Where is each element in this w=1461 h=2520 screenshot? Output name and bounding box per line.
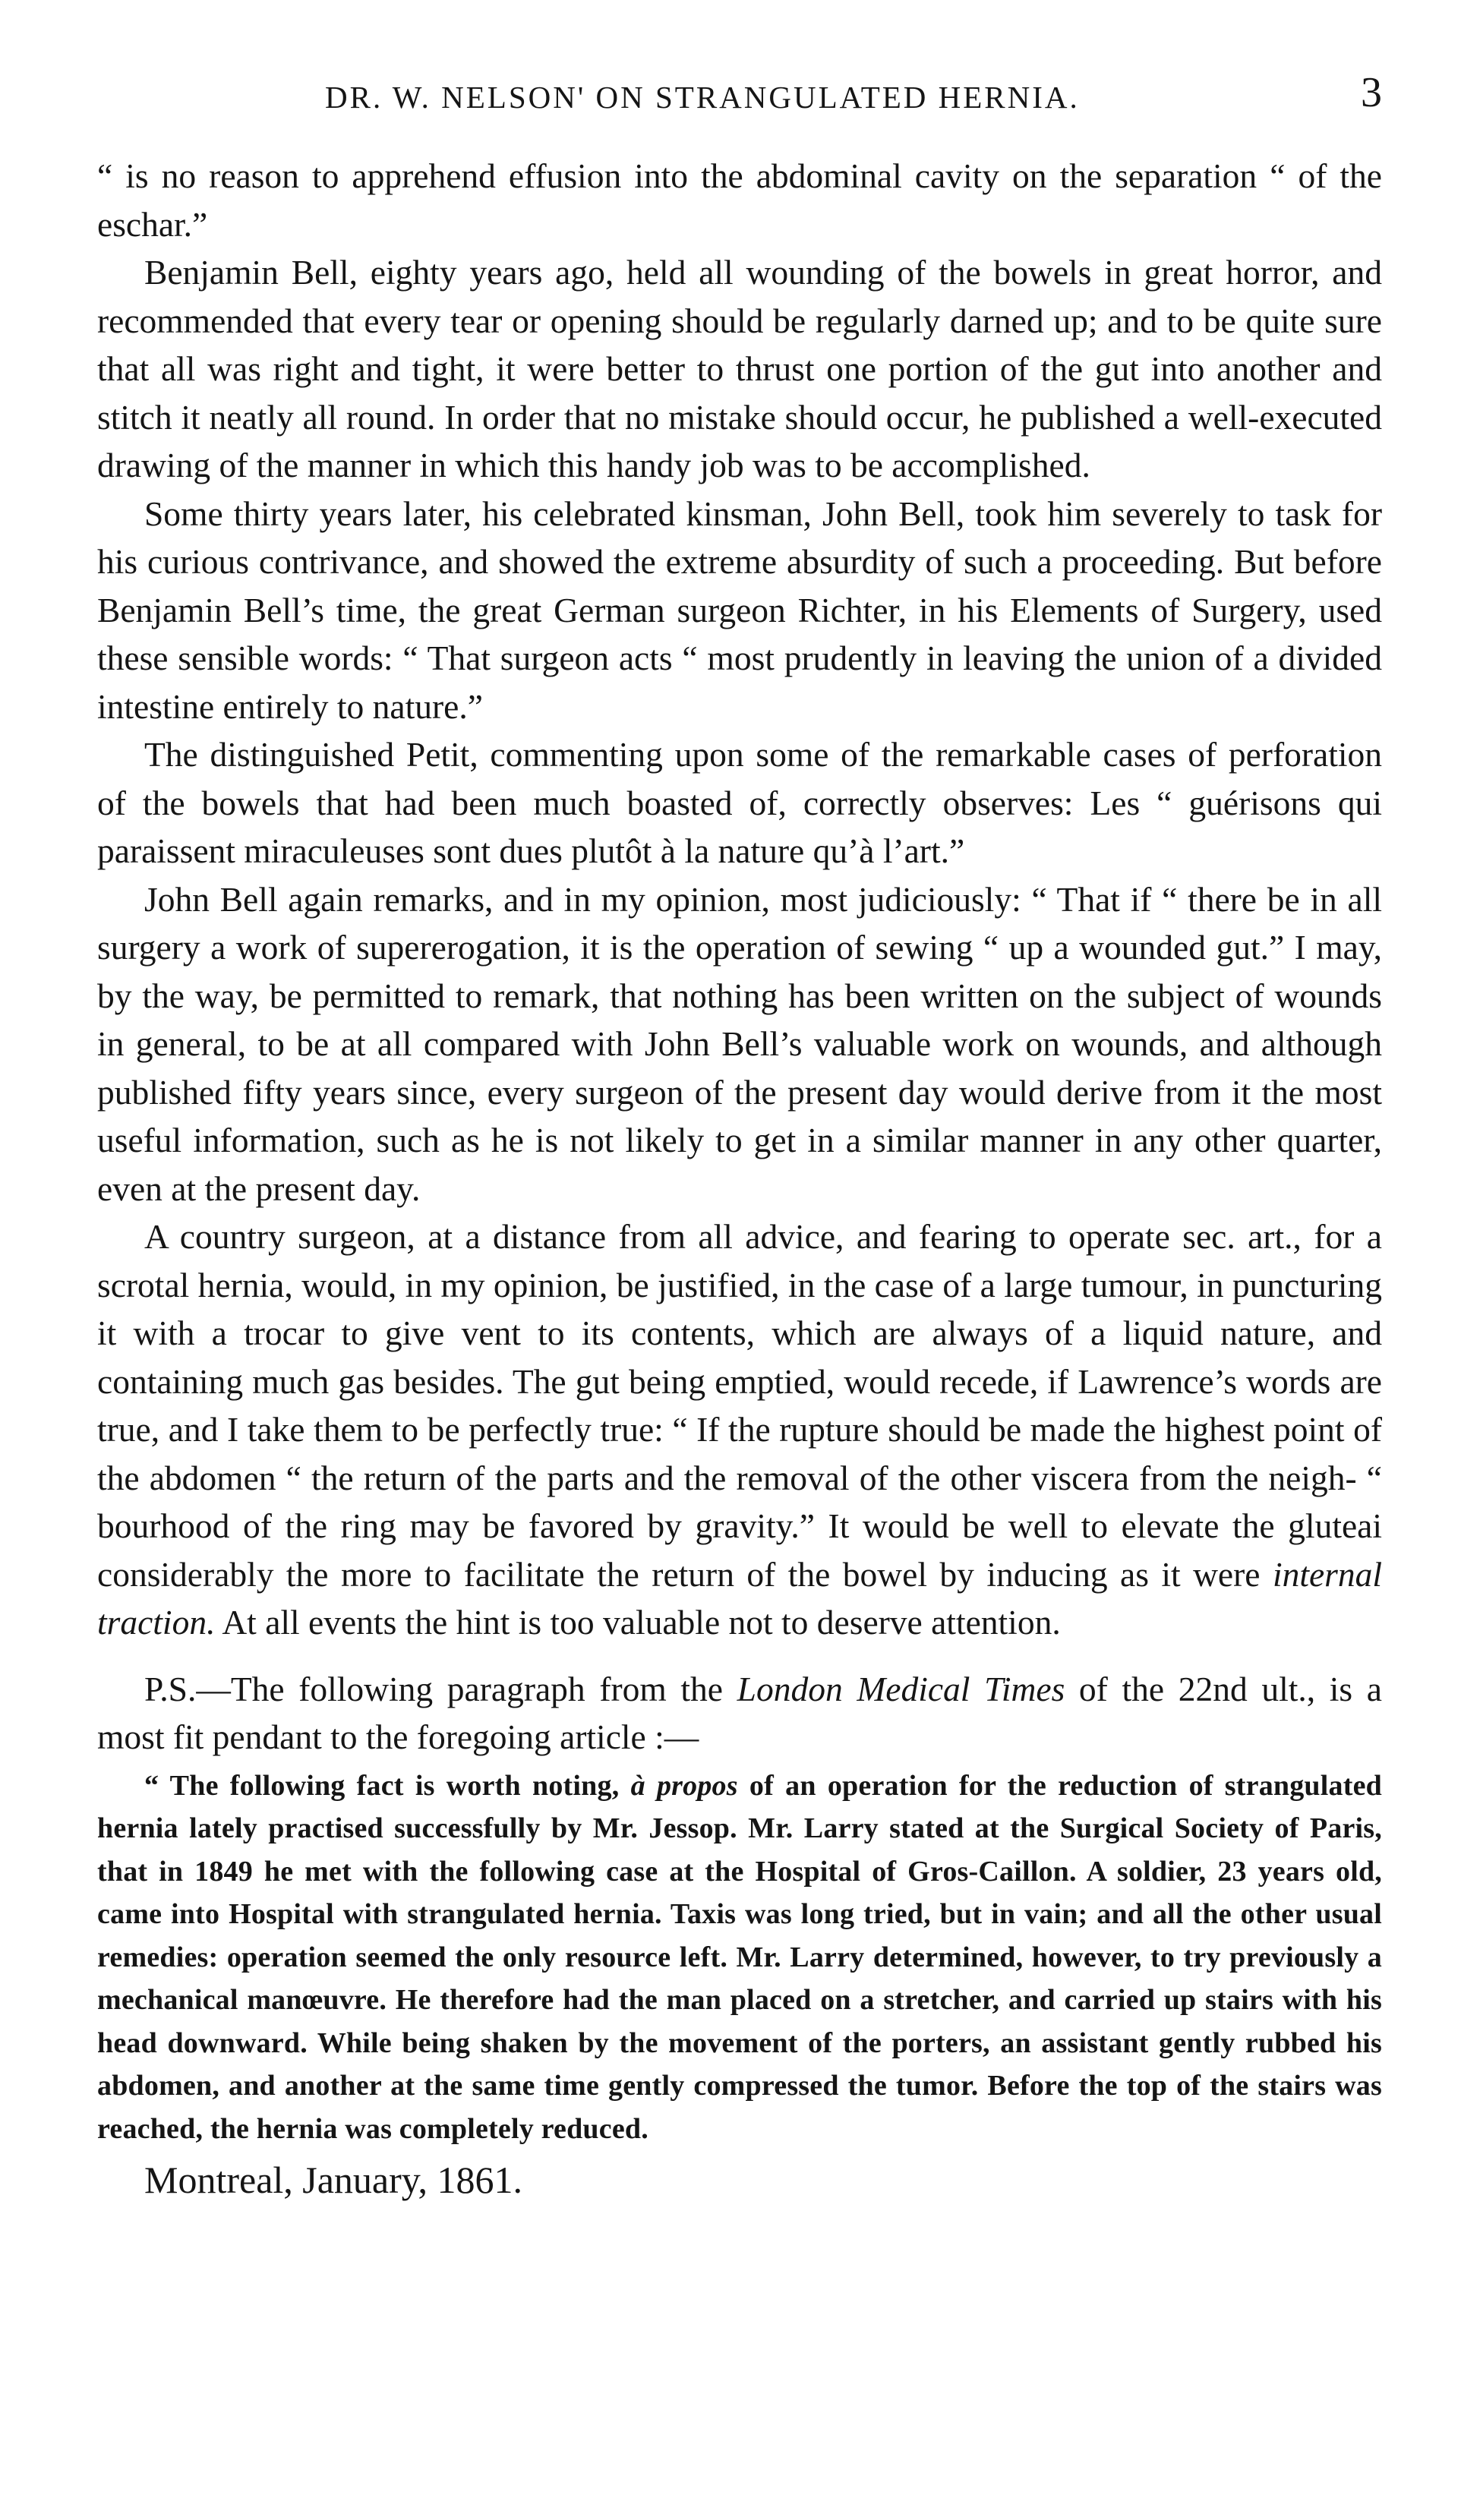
page-number: 3 — [1361, 69, 1382, 116]
paragraph-country-surgeon-tail: At all events the hint is too valuable not to deserve attention. — [215, 1603, 1061, 1642]
paragraph-country-surgeon-text: A country surgeon, at a distance from all advice, and fearing to operate sec. art., for a scrotal hernia, would, in my opinion, be justified, in the case of a large tumour, in puncturing it with a trocar to give vent to its contents, which are always of a liquid nature, and containing much gas besides. The gut being emptied, would recede, if Lawrence’s words are true, and I take them to be perfectly true: “ If the rupture should be made the highest point of the abdomen “ the return of the parts and the removal of the other viscera from the neigh- “ bourhood of the ring may be favored by gravity.” It would be well to elevate the gluteai considerably the more to facilitate the return of the bowel by inducing as it were — [97, 1217, 1382, 1594]
signature-line: Montreal, January, 1861. — [144, 2159, 523, 2201]
paragraph-petit: The distinguished Petit, commenting upon some of the remarkable cases of perforation of the bowels that had been much boasted of, correctly observes: Les “ guérisons qui paraissent miraculeuses sont dues plutôt à la nature qu’à l’art.” — [97, 735, 1382, 870]
postscript-lead: P.S.—The following paragraph from the — [144, 1669, 737, 1708]
postscript-tail: of the 22nd ult., is a most fit pendant to the foregoing article :— — [97, 1669, 1382, 1756]
quote-italic: à propos — [630, 1769, 738, 1802]
paragraph-sewing-gut: John Bell again remarks, and in my opinion, most judiciously: “ That if “ there be in all surgery a work of supererogation, it is the operation of sewing “ up a wounded gut.” I may, by the way, be permitted to remark, that nothing has been written on the subject of wounds in general, to be at all compared with John Bell’s valuable work on wounds, and although published fifty years since, every surgeon of the present day would derive from it the most useful information, such as he is not likely to get in a similar manner in any other quarter, even at the present day. — [97, 879, 1382, 1208]
running-head — [97, 67, 1382, 120]
internal-traction-emphasis: internal traction. — [97, 1554, 1383, 1642]
quote-lead: “ The following fact is worth noting, — [144, 1769, 631, 1802]
postscript-paragraph — [97, 1665, 1382, 1761]
quoted-excerpt — [97, 1765, 1382, 2151]
paragraph-country-surgeon — [97, 1213, 1382, 1647]
paragraph-john-bell-richter: Some thirty years later, his celebrated kinsman, John Bell, took him severely to task for his curious contrivance, and showed the extreme absurdity of such a proceeding. But before Benjamin Bell’s time, the great German surgeon Richter, in his Elements of Surgery, used these sensible words: “ That surgeon acts “ most prudently in leaving the union of a divided intestine entirely to nature.” — [97, 494, 1382, 726]
journal-title: London Medical Times — [737, 1669, 1065, 1708]
running-title: DR. W. NELSON' ON STRANGULATED HERNIA. — [325, 80, 1080, 115]
paragraph-continuation: “ is no reason to apprehend effusion into the abdominal cavity on the separation “ of the eschar.” — [97, 156, 1382, 244]
quote-body: of an operation for the reduction of strangulated hernia lately practised successfully by Mr. Jessop. Mr. Larry stated at the Surgical Society of Paris, that in 1849 he met with the following case at the Hospital of Gros-Caillon. A soldier, 23 years old, came into Hospital with strangulated hernia. Taxis was long tried, but in vain; and all the other usual remedies: operation seemed the only resource left. Mr. Larry determined, however, to try previously a mechanical manœuvre. He therefore had the man placed on a stretcher, and carried up stairs with his head downward. While being shaken by the movement of the porters, an assistant gently rubbed his abdomen, and another at the same time gently compressed the tumor. Before the top of the stairs was reached, the hernia was completely reduced. — [97, 1769, 1382, 2145]
body-text — [97, 152, 1382, 2205]
paragraph-benjamin-bell: Benjamin Bell, eighty years ago, held all wounding of the bowels in great horror, and recommended that every tear or opening should be regularly darned up; and to be quite sure that all was right and tight, it were better to thrust one portion of the gut into another and stitch it neatly all round. In order that no mistake should occur, he published a well-executed drawing of the manner in which this handy job was to be accomplished. — [97, 253, 1382, 484]
